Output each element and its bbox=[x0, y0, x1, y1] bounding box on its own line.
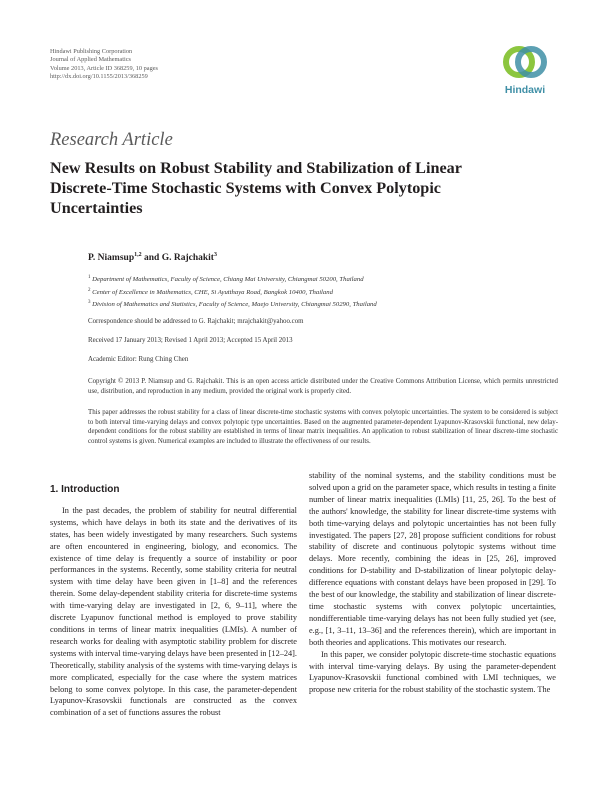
hindawi-logo bbox=[497, 42, 553, 102]
affiliation-1: $^1$ Department of Mathematics, Faculty of Science, Chiang Mai University, Chiangmai 50200, Thailand bbox=[88, 275, 364, 284]
doi-link[interactable]: http://dx.doi.org/10.1155/2013/368259 bbox=[50, 73, 148, 81]
author-1[interactable]: P. Niamsup bbox=[88, 253, 135, 264]
volume-info: Volume 2013, Article ID 368259, 10 pages bbox=[50, 64, 158, 72]
abstract: This paper addresses the robust stability for a class of linear discrete-time stochastic systems with convex polytopic uncertainties. The system to be considered is subject to both interval time-varying delays and convex polytopic type uncertainties. Based on the augmented parameter-dependent Lyapunov-Krasovskii functional, new delay-dependent conditions for the robust stability are established in terms of linear matrix inequalities. An application to robust stabilization of linear discrete-time stochastic control systems is given. Numerical examples are included to illustrate the effectiveness of our results. bbox=[88, 409, 558, 445]
author-1-affil: 1,2 bbox=[134, 252, 142, 258]
author-2-affil: 3 bbox=[213, 252, 217, 258]
column-right bbox=[309, 470, 556, 696]
intro-paragraph-3: In this paper, we consider polytopic discrete-time stochastic equations with interval time-varying delays. By using the parameter-dependent Lyapunov-Krasovskii functional combined with LMI techniques, we propose new criteria for the robust stability of the stochastic system. The bbox=[309, 649, 556, 695]
article-type: Research Article bbox=[50, 130, 173, 150]
authors bbox=[88, 252, 217, 263]
affiliations bbox=[88, 273, 558, 311]
author-2[interactable]: G. Rajchakit bbox=[161, 253, 214, 264]
affiliation-2: $^2$ Center of Excellence in Mathematics, CHE, Si Ayutthaya Road, Bangkok 10400, Thailand bbox=[88, 287, 333, 296]
intro-paragraph-1: In the past decades, the problem of stability for neutral differential systems, which have delays in both its state and the derivatives of its states, has been widely investigated by many researchers. Such systems are often encountered in engineering, biology, and economics. The existence of time delay is frequently a source of instability or poor performances in the systems. Recently, some stability criteria for neutral system with time delay have been given in [1–8] and the references therein. Some delay-dependent stability criteria for discrete-time systems with time-varying delay are investigated in [2, 6, 9–11], where the discrete Lyapunov functional method is employed to prove stability conditions in terms of linear matrix inequalities (LMIs). A number of research works for dealing with asymptotic stability problem for discrete systems with interval time-varying delays have been presented in [12–24]. Theoretically, stability analysis of the systems with time-varying delays is more complicated, especially for the case where the system matrices belong to some convex polytope. In this case, the parameter-dependent Lyapunov-Krasovskii functionals are constructed as the convex combination of a set of functions assures the robust bbox=[50, 505, 297, 718]
hindawi-logo-icon bbox=[497, 42, 553, 84]
logo-text: Hindawi bbox=[504, 84, 546, 96]
correspondence: Correspondence should be addressed to G. Rajchakit; mrajchakit@yahoo.com bbox=[88, 318, 304, 325]
authors-and: and bbox=[141, 253, 162, 264]
affiliation-3: $^3$ Division of Mathematics and Statistics, Faculty of Science, Maejo University, Chiangmai 50290, Thailand bbox=[88, 300, 377, 309]
column-left bbox=[50, 484, 297, 719]
paper-title: New Results on Robust Stability and Stabilization of Linear Discrete-Time Stochastic Systems with Convex Polytopic Uncertainties bbox=[50, 159, 462, 217]
dates: Received 17 January 2013; Revised 1 April 2013; Accepted 15 April 2013 bbox=[88, 337, 293, 344]
publisher: Hindawi Publishing Corporation bbox=[50, 48, 133, 55]
journal-meta bbox=[50, 48, 158, 82]
copyright: Copyright © 2013 P. Niamsup and G. Rajchakit. This is an open access article distributed under the Creative Commons Attribution License, which permits unrestricted use, distribution, and reproduction in any medium, provided the original work is properly cited. bbox=[88, 378, 558, 395]
academic-editor: Academic Editor: Rung Ching Chen bbox=[88, 356, 189, 363]
intro-paragraph-2: stability of the nominal systems, and the stability conditions must be solved upon a grid on the parameter space, which results in testing a finite number of linear matrix inequalities (LMIs) [11, 25, 26]. To the best of the authors' knowledge, the stability for linear discrete-time systems with both time-varying delays and polytopic uncertainties has not been fully investigated. The papers [27, 28] propose sufficient conditions for robust stability of discrete and continuous polytopic systems without time delays. More recently, combining the ideas in [25, 26], improved conditions for D-stability and D-stabilization of linear polytopic delay-difference equations with constant delays have been proposed in [29]. To the best of our knowledge, the stability and stabilization of linear discrete-time stochastic systems with convex polytopic uncertainties, nondifferentiable time-varying delays has not been fully studied yet (see, e.g., [1, 3–11, 13–36] and the references therein), which are important in both theories and applications. This motivates our research. bbox=[309, 471, 556, 647]
section-heading: 1. Introduction bbox=[50, 484, 120, 495]
journal-name: Journal of Applied Mathematics bbox=[50, 56, 131, 64]
